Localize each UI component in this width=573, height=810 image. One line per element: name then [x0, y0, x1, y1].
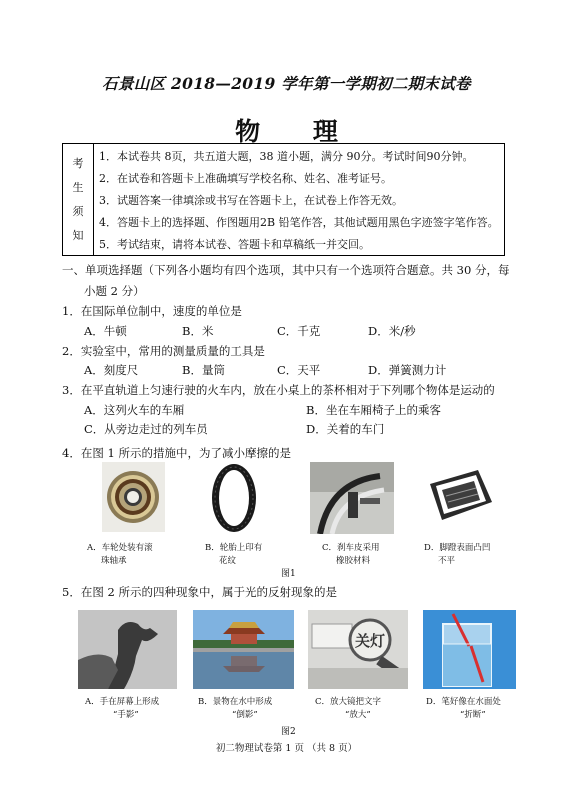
pedal-image [422, 462, 498, 534]
notice-label-char: 考 [72, 157, 84, 170]
exam-title: 石景山区 2018—2019 学年第一学期初二期末试卷 [102, 74, 471, 93]
option: A．刻度尺 [84, 363, 139, 377]
bearing-image [102, 462, 165, 532]
figure1-label: 图1 [281, 569, 296, 579]
figure2-caption-a: A．手在屏幕上形成 “手影” [85, 697, 160, 720]
page-footer: 初二物理试卷第 1 页 （共 8 页） [215, 743, 358, 754]
candidate-notice-box [62, 143, 505, 256]
option: C．从旁边走过的列车员 [84, 422, 208, 436]
option: D．弹簧测力计 [368, 363, 447, 377]
notice-label-char: 知 [72, 229, 84, 242]
notice-line: 2．在试卷和答题卡上准确填写学校名称、姓名、准考证号。 [99, 172, 392, 185]
question-stem: 5．在图 2 所示的四种现象中，属于光的反射现象的是 [62, 585, 337, 599]
figure1-caption-c: C．刹车皮采用 橡胶材料 [322, 543, 380, 566]
section-heading-cont: 小题 2 分） [84, 284, 145, 298]
magnifier-image [308, 610, 408, 689]
question-stem: 1．在国际单位制中，速度的单位是 [62, 304, 242, 318]
bike-brake-image [310, 462, 394, 534]
option: B．坐在车厢椅子上的乘客 [306, 403, 441, 417]
figure1-caption-d: D．脚蹬表面凸凹 不平 [424, 543, 491, 566]
option: C．千克 [277, 324, 321, 338]
figure1-caption-b: B．轮胎上印有 花纹 [205, 543, 263, 566]
subject-title: 物 理 [235, 117, 360, 146]
notice-line: 5．考试结束，请将本试卷、答题卡和草稿纸一并交回。 [99, 238, 370, 251]
option: C．天平 [277, 363, 321, 377]
option: D．关着的车门 [306, 422, 385, 436]
option: A．牛顿 [84, 324, 127, 338]
hand-shadow-image [78, 610, 177, 689]
notice-label-char: 须 [72, 205, 84, 218]
section-heading: 一、单项选择题（下列各小题均有四个选项，其中只有一个选项符合题意。共 30 分，每 [62, 263, 510, 277]
question-stem: 2．实验室中，常用的测量质量的工具是 [62, 344, 265, 358]
notice-line: 3．试题答案一律填涂或书写在答题卡上，在试卷上作答无效。 [99, 194, 403, 207]
refraction-image [423, 610, 516, 689]
notice-line: 1．本试卷共 8页，共五道大题，38 道小题，满分 90分。考试时间90分钟。 [99, 150, 474, 163]
notice-label [63, 144, 94, 255]
figure2-caption-b: B．景物在水中形成 “倒影” [198, 697, 273, 720]
notice-label-char: 生 [72, 181, 84, 194]
figure2-caption-c: C．放大镜把文字 “放大” [315, 697, 382, 720]
question-stem: 3．在平直轨道上匀速行驶的火车内，放在小桌上的茶杯相对于下列哪个物体是运动的 [62, 383, 495, 397]
option: D．米/秒 [368, 324, 416, 338]
notice-line: 4．答题卡上的选择题、作图题用2B 铅笔作答，其他试题用黑色字迹签字笔作答。 [99, 216, 499, 229]
figure2-caption-d: D．笔好像在水面处 “折断” [426, 697, 501, 720]
magnified-sign-text: 关灯 [354, 632, 386, 650]
option: B．量筒 [182, 363, 225, 377]
question-stem: 4．在图 1 所示的措施中，为了减小摩擦的是 [62, 446, 291, 460]
figure2-label: 图2 [281, 727, 296, 737]
tire-image [207, 462, 261, 534]
reflection-image [193, 610, 294, 689]
figure1-caption-a: A．车轮处装有滚 珠轴承 [87, 543, 153, 566]
option: A．这列火车的车厢 [84, 403, 185, 417]
option: B．米 [182, 324, 214, 338]
